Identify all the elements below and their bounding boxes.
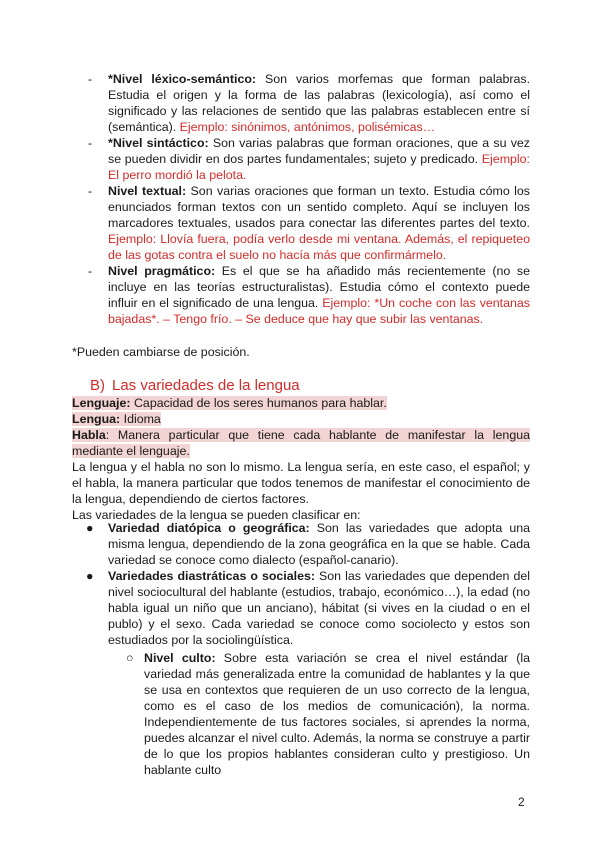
variedad-title: Variedades diastráticas o sociales: xyxy=(108,569,315,583)
dash-bullet: - xyxy=(88,184,93,198)
subniveles-list xyxy=(126,650,530,778)
term-lenguaje: Lenguaje: xyxy=(72,396,131,410)
nivel-title: Nivel pragmático: xyxy=(108,264,216,278)
definition-lengua xyxy=(72,411,530,427)
list-item xyxy=(86,520,530,568)
nivel-example: Ejemplo: sinónimos, antónimos, polisémicas… xyxy=(176,120,436,134)
dash-bullet: - xyxy=(88,72,93,86)
bullet-dot-icon: ● xyxy=(86,521,94,535)
dash-bullet: - xyxy=(88,136,93,150)
intro-text: Las variedades de la lengua se pueden clasificar en: xyxy=(72,508,361,522)
subnivel-title: Nivel culto: xyxy=(144,651,216,665)
nivel-title: *Nivel léxico-semántico: xyxy=(108,72,257,86)
nivel-example: Ejemplo: El perro mordió la pelota. xyxy=(108,152,530,182)
section-letter: B) xyxy=(90,377,105,394)
def-habla: : Manera particular que tiene cada hablante de manifestar la lengua mediante el lenguaje. xyxy=(72,428,530,458)
list-item xyxy=(126,650,530,778)
variedad-title: Variedad diatópica o geográfica: xyxy=(108,521,310,535)
nivel-example: Ejemplo: Llovía fuera, podía verlo desde mi ventana. Además, el repiqueteo de las gotas contra el suelo no hacía más que confirmármelo. xyxy=(108,232,530,262)
bullet-circle-icon: ○ xyxy=(126,651,134,665)
list-item xyxy=(88,263,530,327)
list-item xyxy=(88,135,530,183)
dash-bullet: - xyxy=(88,264,93,278)
note-text: *Pueden cambiarse de posición. xyxy=(72,345,250,359)
list-item xyxy=(88,183,530,263)
definitions-block xyxy=(72,395,530,523)
body-paragraph: La lengua y el habla no son lo mismo. La lengua sería, en este caso, el español; y el habla, la manera particular que todos tenemos de manifestar el conocimiento de la lengua, dependiendo de ciertos factores. xyxy=(72,460,530,506)
section-title: Las variedades de la lengua xyxy=(112,377,300,394)
page-number: 2 xyxy=(518,795,525,809)
variedad-text: Son las variedades que adopta una misma lengua, dependiendo de la zona geográfica en la que se hable. Cada variedad se conoce como dialecto (español-canario). xyxy=(108,521,530,567)
definition-habla xyxy=(72,427,530,459)
variedad-text: Son las variedades que dependen del nivel sociocultural del hablante (estudios, trabajo, económico…), la edad (no habla igual un niño que un anciano), hábitat (si vives en la ciudad o en el publo) y el sexo. Cada variedad se conoce como sociolecto y estos son estudiados por la sociolingüística. xyxy=(108,569,530,647)
nivel-title: Nivel textual: xyxy=(108,184,187,198)
nivel-example: Ejemplo: *Un coche con las ventanas bajadas*. – Tengo frío. – Se deduce que hay que subir las ventanas. xyxy=(108,296,530,326)
nivel-title: *Nivel sintáctico: xyxy=(108,136,209,150)
def-lengua: Idioma xyxy=(120,412,161,426)
niveles-list xyxy=(88,71,530,327)
term-habla: Habla xyxy=(72,428,106,442)
bullet-dot-icon: ● xyxy=(86,569,94,583)
list-item xyxy=(88,71,530,135)
def-lenguaje: Capacidad de los seres humanos para hablar. xyxy=(130,396,387,410)
term-lengua: Lengua: xyxy=(72,412,121,426)
nivel-text: Son varias oraciones que forman un texto. Estudia cómo los enunciados forman textos con un sentido completo. Aquí se incluyen los marcadores textuales, usados para conectar las diferentes partes del texto. xyxy=(108,184,530,230)
variedades-list xyxy=(86,520,530,648)
nivel-text: Son varias palabras que forman oraciones, que a su vez se pueden dividir en dos partes fundamentales; sujeto y predicado. xyxy=(108,136,530,166)
list-item xyxy=(86,568,530,648)
subnivel-text: Sobre esta variación se crea el nivel estándar (la variedad más generalizada entre la comunidad de hablantes y la que se usa en contextos que requieren de un uso correcto de la lengua, como es el caso de los medios de comunicación), la norma. Independientemente de tus factores sociales, si aprendes la norma, puedes alcanzar el nivel culto. Además, la norma se construye a partir de lo que los propios hablantes consideran culto y prestigioso. Un hablante culto xyxy=(144,651,530,777)
section-heading xyxy=(90,377,300,395)
nivel-text: Es el que se ha añadido más recientemente (no se incluye en las teorías estructuralistas). Estudia cómo el contexto puede influir en el significado de una lengua. xyxy=(108,264,530,310)
definition-lenguaje xyxy=(72,395,530,411)
nivel-text: Son varios morfemas que forman palabras. Estudia el origen y la forma de las palabras (lexicología), así como el significado y las relaciones de sentido que las palabras establecen entre sí (semántica). xyxy=(108,72,531,134)
